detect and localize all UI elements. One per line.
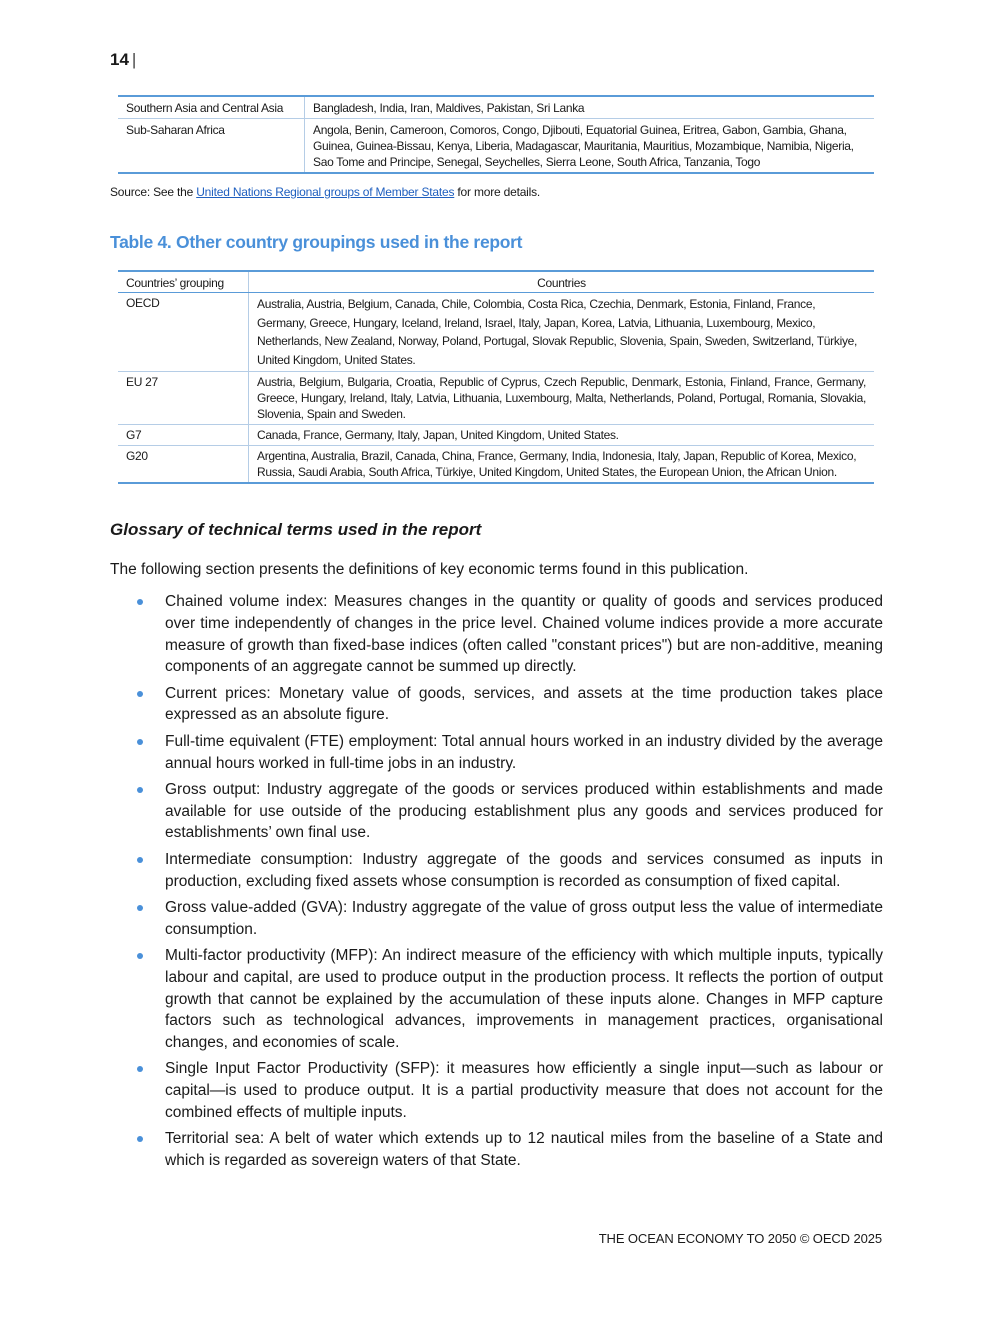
grouping-countries: Canada, France, Germany, Italy, Japan, United Kingdom, United States. <box>249 425 875 446</box>
list-item <box>137 1128 883 1172</box>
bullet-icon <box>137 787 143 793</box>
table-row <box>118 96 874 119</box>
region-countries: Bangladesh, India, Iran, Maldives, Pakistan, Sri Lanka <box>305 96 875 119</box>
glossary-item-text: Full-time equivalent (FTE) employment: Total annual hours worked in an industry divided by the average annual hours worked in full-time jobs in an industry. <box>165 732 883 772</box>
glossary-item-text: Gross output: Industry aggregate of the goods or services produced within establishments and made available for use outside of the producing establishment plus any goods and services produced for establishments’ own final use. <box>165 780 883 842</box>
source-link[interactable]: United Nations Regional groups of Member States <box>196 185 455 199</box>
country-groupings-table <box>118 270 874 484</box>
table-row <box>118 425 874 446</box>
grouping-name: OECD <box>118 293 249 372</box>
source-prefix: Source: See the <box>110 185 197 199</box>
page-number-value: 14 <box>110 50 129 69</box>
list-item <box>137 1058 883 1123</box>
glossary-item-text: Territorial sea: A belt of water which extends up to 12 nautical miles from the baseline of a State and which is regarded as sovereign waters of that State. <box>165 1130 883 1170</box>
list-item <box>137 897 883 941</box>
table-row <box>118 446 874 484</box>
table-row <box>118 372 874 425</box>
glossary-item-text: Current prices: Monetary value of goods, services, and assets at the time production takes place expressed as an absolute figure. <box>165 684 883 724</box>
list-item <box>137 683 883 727</box>
source-suffix: for more details. <box>454 185 541 199</box>
glossary-item-text: Single Input Factor Productivity (SFP): it measures how efficiently a single input—such as labour or capital—is used to produce output. It is a partial productivity measure that does not account for the combined effects of multiple inputs. <box>165 1060 883 1122</box>
region-name: Sub-Saharan Africa <box>118 119 305 174</box>
page-number-separator: | <box>131 50 137 69</box>
page-number <box>110 50 136 70</box>
regions-table <box>118 95 874 174</box>
page-footer: THE OCEAN ECONOMY TO 2050 © OECD 2025 <box>598 1231 882 1246</box>
list-item <box>137 945 883 1054</box>
table-header-row <box>118 271 874 293</box>
table-row <box>118 119 874 174</box>
glossary-intro: The following section presents the definitions of key economic terms found in this publication. <box>110 561 749 578</box>
glossary-item-text: Gross value-added (GVA): Industry aggregate of the value of gross output less the value of intermediate consumption. <box>165 898 883 938</box>
region-name: Southern Asia and Central Asia <box>118 96 305 119</box>
grouping-name: G7 <box>118 425 249 446</box>
bullet-icon <box>137 739 143 745</box>
column-header-grouping: Countries’ grouping <box>118 271 249 293</box>
glossary-item-text: Chained volume index: Measures changes in the quantity or quality of goods and services produced over time independently of changes in the price level. Chained volume indices provide a more accurate measure of growth than fixed-base indices (often called "constant prices") but are non-additive, meaning components of an aggregate cannot be summed up directly. <box>165 593 883 676</box>
bullet-icon <box>137 599 143 605</box>
grouping-countries: Argentina, Australia, Brazil, Canada, China, France, Germany, India, Indonesia, Italy, Japan, Republic of Korea, Mexico, Russia, Saudi Arabia, South Africa, Türkiye, United Kingdom, United States, the European Union, the African Union. <box>249 446 875 484</box>
grouping-name: EU 27 <box>118 372 249 425</box>
grouping-countries: Austria, Belgium, Bulgaria, Croatia, Republic of Cyprus, Czech Republic, Denmark, Estonia, Finland, France, Germany, Greece, Hungary, Ireland, Italy, Latvia, Lithuania, Luxembourg, Malta, Netherlands, Poland, Portugal, Romania, Slovakia, Slovenia, Spain and Sweden. <box>249 372 875 425</box>
bullet-icon <box>137 1136 143 1142</box>
bullet-icon <box>137 905 143 911</box>
grouping-name: G20 <box>118 446 249 484</box>
glossary-item-text: Intermediate consumption: Industry aggregate of the goods and services consumed as inputs in production, excluding fixed assets whose consumption is recorded as consumption of fixed capital. <box>165 850 883 890</box>
grouping-countries: Australia, Austria, Belgium, Canada, Chile, Colombia, Costa Rica, Czechia, Denmark, Estonia, Finland, France, Germany, Greece, Hungary, Iceland, Ireland, Israel, Italy, Japan, Korea, Latvia, Lithuania, Luxembourg, Mexico, Netherlands, New Zealand, Norway, Poland, Portugal, Slovak Republic, Slovenia, Spain, Sweden, Switzerland, Türkiye, United Kingdom, United States. <box>257 297 858 367</box>
list-item <box>137 591 883 678</box>
bullet-icon <box>137 1066 143 1072</box>
region-countries: Angola, Benin, Cameroon, Comoros, Congo, Djibouti, Equatorial Guinea, Eritrea, Gabon, Gambia, Ghana, Guinea, Guinea-Bissau, Kenya, Liberia, Madagascar, Mauritania, Mauritius, Mozambique, Namibia, Nigeria, Sao Tome and Principe, Senegal, Seychelles, Sierra Leone, South Africa, Tanzania, Togo <box>305 119 875 174</box>
table-row <box>118 293 874 372</box>
table-4-title: Table 4. Other country groupings used in the report <box>110 232 523 252</box>
bullet-icon <box>137 857 143 863</box>
list-item <box>137 731 883 775</box>
glossary-title: Glossary of technical terms used in the report <box>110 520 482 539</box>
glossary-list <box>137 591 883 1176</box>
source-note <box>110 185 540 199</box>
bullet-icon <box>137 691 143 697</box>
bullet-icon <box>137 953 143 959</box>
list-item <box>137 779 883 844</box>
list-item <box>137 849 883 893</box>
column-header-countries: Countries <box>249 271 875 293</box>
glossary-item-text: Multi-factor productivity (MFP): An indirect measure of the efficiency with which multiple inputs, typically labour and capital, are used to produce output in the production process. It reflects the portion of output growth that cannot be explained by the accumulation of these inputs alone. Changes in MFP capture factors such as technological advances, improvements in management practices, organisational changes, and economies of scale. <box>165 946 883 1052</box>
